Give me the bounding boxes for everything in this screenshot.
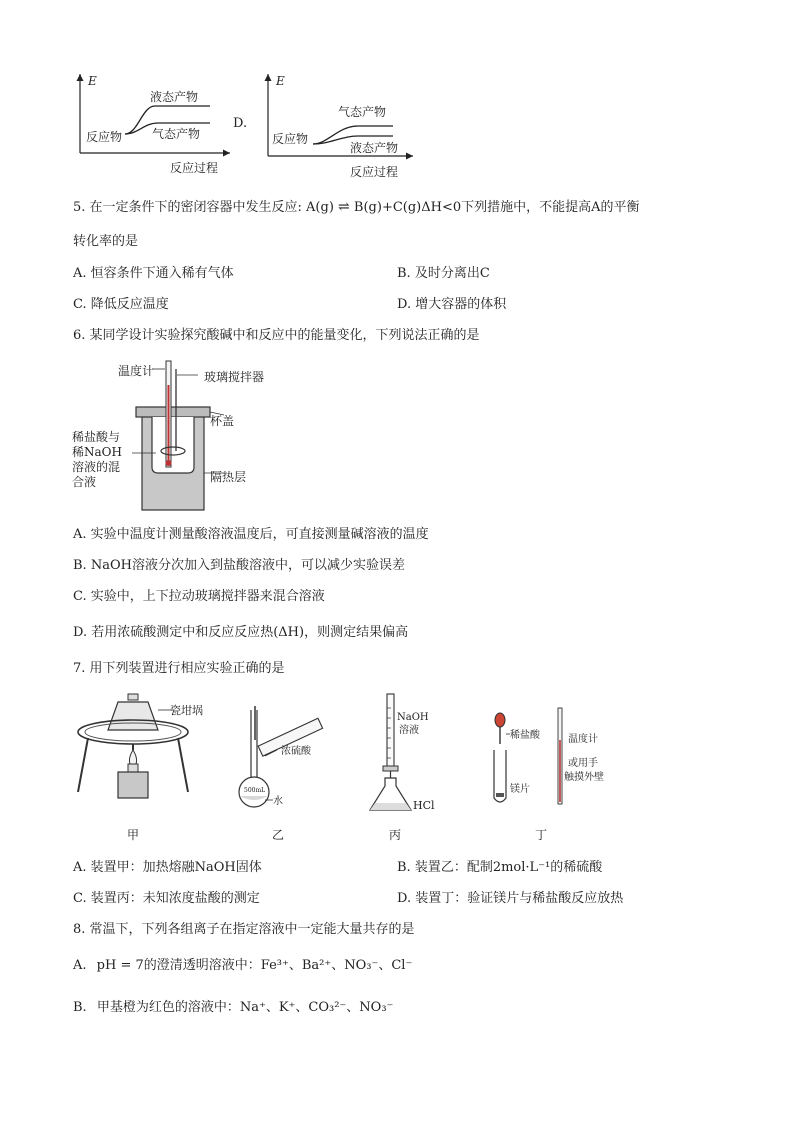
alt-label-2: 触摸外壁 <box>564 772 604 783</box>
mixture-label-2: 稀NaOH <box>72 445 122 459</box>
q8-option-b-text: 甲基橙为红色的溶液中： <box>96 1000 240 1015</box>
lower-product-label: 气态产物 <box>152 127 201 141</box>
reactant-label: 反应物 <box>272 132 309 146</box>
upper-product-label: 气态产物 <box>338 105 387 119</box>
alt-label-1: 或用手 <box>568 758 598 769</box>
q7-stem: 7. 用下列装置进行相应实验正确的是 <box>73 661 285 676</box>
q5-stem-a: 5. 在一定条件下的密闭容器中发生反应: A(g) <box>73 200 334 215</box>
q8-option-a-cond: pH = 7 <box>96 958 144 973</box>
mixture-label-3: 溶液的混 <box>72 460 121 474</box>
q5-stem-b: B(g)+C(g)ΔH<0下列措施中，不能提高A的平衡 <box>353 200 640 215</box>
caption-ding: 丁 <box>535 828 548 842</box>
axis-y-label: E <box>276 74 285 88</box>
dropper-bulb <box>495 713 505 727</box>
energy-diagram-c <box>70 68 240 178</box>
apparatus-ding <box>488 700 618 812</box>
upper-product-label: 液态产物 <box>150 90 199 104</box>
q8-stem: 8. 常温下，下列各组离子在指定溶液中一定能大量共存的是 <box>73 922 415 937</box>
reactant-label: 反应物 <box>86 130 123 144</box>
magnesium-strip <box>496 793 504 797</box>
caption-yi: 乙 <box>272 828 285 842</box>
porcelain-crucible <box>108 702 158 730</box>
acid-label: 浓硫酸 <box>281 746 311 757</box>
q5-stem-line1 <box>73 199 640 216</box>
axis-x-label: 反应过程 <box>350 165 399 178</box>
q8-option-a <box>73 958 412 974</box>
stirrer-label: 玻璃搅拌器 <box>204 370 265 384</box>
metal-label: 镁片 <box>510 784 530 795</box>
mixture-label-4: 合液 <box>72 475 97 489</box>
apparatus-yi <box>225 700 345 812</box>
thermometer-label: 温度计 <box>118 364 155 378</box>
q8-option-b-ions: Na⁺、K⁺、CO₃²⁻、NO₃⁻ <box>239 1000 394 1015</box>
burette-label-2: 溶液 <box>399 725 419 736</box>
thermo-label: 温度计 <box>568 734 598 745</box>
q8-option-a-prefix: A. <box>73 958 87 973</box>
inner-beaker <box>152 417 194 473</box>
flask-mark: 500mL <box>244 787 266 794</box>
q7-option-b: B. 装置乙：配制2mol·L⁻¹的稀硫酸 <box>397 860 603 875</box>
q6-stem: 6. 某同学设计实验探究酸碱中和反应中的能量变化，下列说法正确的是 <box>73 328 480 343</box>
lid-label: 杯盖 <box>210 414 235 428</box>
burette <box>387 694 394 768</box>
caption-jia: 甲 <box>127 828 140 842</box>
apparatus-bing <box>355 692 455 814</box>
q5-option-b: B. 及时分离出C <box>397 266 490 281</box>
flask-label: HCl <box>413 799 435 812</box>
q8-option-a-ions: Fe³⁺、Ba²⁺、NO₃⁻、Cl⁻ <box>260 958 413 973</box>
insulation-label: 隔热层 <box>210 470 247 484</box>
q5-option-d: D. 增大容器的体积 <box>397 297 507 312</box>
caption-bing: 丙 <box>389 828 402 842</box>
water-label: 水 <box>273 796 283 807</box>
burette-label-1: NaOH <box>397 712 429 723</box>
lower-product-label: 液态产物 <box>350 141 399 155</box>
option-d-letter: D. <box>233 116 248 131</box>
q6-option-d: D. 若用浓硫酸测定中和反应反应热(ΔH)，则测定结果偏高 <box>73 625 409 640</box>
stopcock <box>383 766 398 771</box>
q6-option-a: A. 实验中温度计测量酸溶液温度后，可直接测量碱溶液的温度 <box>73 527 429 542</box>
q6-option-c: C. 实验中，上下拉动玻璃搅拌器来混合溶液 <box>73 589 325 604</box>
q8-option-a-text: 的澄清透明溶液中： <box>143 958 261 973</box>
acid-label: 稀盐酸 <box>510 730 540 741</box>
q5-option-a: A. 恒容条件下通入稀有气体 <box>73 266 234 281</box>
q5-stem-line2: 转化率的是 <box>73 234 139 249</box>
apparatus-jia <box>70 692 220 807</box>
q7-option-a: A. 装置甲：加热熔融NaOH固体 <box>73 860 262 875</box>
crucible-label: 瓷坩埚 <box>170 704 203 717</box>
q6-option-b: B. NaOH溶液分次加入到盐酸溶液中，可以减少实验误差 <box>73 558 405 573</box>
q7-option-d: D. 装置丁：验证镁片与稀盐酸反应放热 <box>397 891 624 906</box>
alcohol-lamp <box>118 772 148 798</box>
q8-option-b-prefix: B. <box>73 1000 87 1015</box>
calorimeter-figure <box>70 355 300 515</box>
mixture-label-1: 稀盐酸与 <box>72 430 121 444</box>
q7-option-c: C. 装置丙：未知浓度盐酸的测定 <box>73 891 260 906</box>
thermometer-bulb <box>166 460 172 466</box>
q8-option-b <box>73 1000 393 1016</box>
cup-lid <box>136 407 210 417</box>
axis-y-label: E <box>88 74 97 88</box>
energy-diagram-d <box>258 68 428 178</box>
q5-option-c: C. 降低反应温度 <box>73 297 169 312</box>
axis-x-label: 反应过程 <box>170 161 219 175</box>
equilibrium-arrow-icon: ⇌ <box>338 199 350 215</box>
